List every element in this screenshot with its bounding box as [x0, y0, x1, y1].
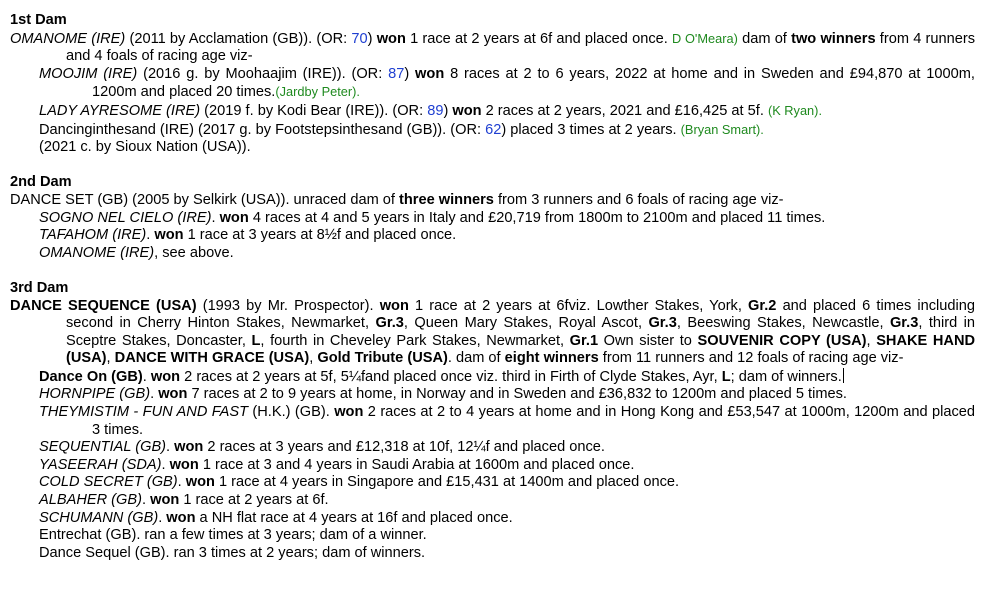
- horse-name: TAFAHOM (IRE): [39, 227, 147, 244]
- text: (2019 f. by Kodi Bear (IRE)). (OR:: [200, 102, 428, 119]
- dam-entry: [10, 298, 975, 368]
- won-label: won: [150, 492, 180, 509]
- horse-name: MOOJIM (IRE): [39, 65, 138, 82]
- won-label: won: [158, 386, 188, 403]
- text: ) placed 3 times at 2 years.: [501, 121, 681, 138]
- progeny-entry: [10, 457, 975, 475]
- progeny-entry: [10, 210, 975, 228]
- horse-name: THEYMISTIM - FUN AND FAST: [39, 404, 248, 421]
- text: Own sister to: [598, 332, 698, 349]
- text: from 4 runners and 4 foals of racing age viz-: [66, 30, 975, 65]
- text: , Beeswing Stakes, Newcastle,: [676, 315, 890, 332]
- text: .: [211, 209, 220, 226]
- text: 1 race at 4 years in Singapore and £15,431 at 1400m and placed once.: [214, 474, 680, 491]
- progeny-entry: [10, 245, 975, 263]
- sibling-name: DANCE WITH GRACE (USA): [114, 350, 310, 367]
- text: 7 races at 2 to 9 years at home, in Norway and in Sweden and £36,832 to 1200m and placed 5 times.: [187, 386, 847, 403]
- text: (2011 by Acclamation (GB)). (OR:: [125, 30, 352, 47]
- text: ,: [866, 332, 877, 349]
- won-label: won: [452, 102, 482, 119]
- progeny-entry: [10, 474, 975, 492]
- won-label: won: [379, 297, 409, 314]
- winner-count: eight winners: [504, 350, 599, 367]
- horse-name: Dance On (GB): [39, 368, 143, 385]
- text: 2 races at 3 years and £12,318 at 10f, 12¼f and placed once.: [203, 439, 605, 456]
- official-rating: 70: [351, 30, 368, 47]
- progeny-entry: [10, 139, 975, 157]
- horse-name: OMANOME (IRE): [39, 244, 155, 261]
- text: dam of: [737, 30, 792, 47]
- section-heading: 3rd Dam: [10, 279, 69, 296]
- progeny-entry: [10, 404, 975, 439]
- progeny-entry: [10, 368, 975, 387]
- progeny-entry: [10, 510, 975, 528]
- text-cursor: [843, 368, 844, 383]
- text: 8 races at 2 to 6 years, 2022 at home and in Sweden and £94,870 at 1000m, 1200m and placed 20 times.: [92, 65, 975, 101]
- won-label: won: [150, 368, 181, 385]
- progeny-entry: [10, 527, 975, 545]
- group-grade: Gr.1: [569, 332, 599, 349]
- group-grade: Gr.2: [748, 297, 777, 314]
- text: ): [404, 65, 416, 82]
- progeny-entry: [10, 102, 975, 121]
- listed-grade: L: [721, 368, 731, 385]
- first-dam-section: [10, 12, 975, 157]
- official-rating: 87: [388, 65, 405, 82]
- text: 1 race at 2 years at 6f.: [179, 492, 329, 509]
- text: .: [142, 368, 151, 385]
- third-dam-section: [10, 280, 975, 563]
- text: 4 races at 4 and 5 years in Italy and £20,719 from 1800m to 2100m and placed 11 times.: [248, 209, 826, 226]
- horse-name: SEQUENTIAL (GB): [39, 439, 167, 456]
- text: 1 race at 3 years at 8½f and placed once.: [183, 227, 457, 244]
- text: a NH flat race at 4 years at 16f and placed once.: [195, 509, 513, 526]
- horse-name: HORNPIPE (GB): [39, 386, 151, 403]
- text: (2021 c. by Sioux Nation (USA)).: [39, 139, 251, 156]
- progeny-entry: [10, 439, 975, 457]
- text: .: [146, 227, 155, 244]
- text: , see above.: [154, 244, 234, 261]
- won-label: won: [174, 439, 204, 456]
- text: ; dam of winners.: [730, 368, 842, 385]
- horse-name: OMANOME (IRE): [10, 30, 126, 47]
- progeny-entry: [10, 492, 975, 510]
- horse-name: COLD SECRET (GB): [39, 474, 178, 491]
- text: 2 races at 2 to 4 years at home and in Hong Kong and £53,547 at 1000m, 1200m and placed 3 times.: [92, 404, 975, 438]
- progeny-entry: [10, 227, 975, 245]
- progeny-entry: [10, 121, 975, 140]
- text: Dancinginthesand (IRE) (2017 g. by Footstepsinthesand (GB)). (OR:: [39, 121, 486, 138]
- text: .: [161, 456, 170, 473]
- second-dam-section: [10, 174, 975, 262]
- progeny-entry: [10, 386, 975, 404]
- winner-count: two: [791, 30, 817, 47]
- text: and placed 6 times including second in Cherry Hinton Stakes, Newmarket,: [66, 297, 976, 332]
- text: , fourth in Cheveley Park Stakes, Newmarket,: [260, 332, 570, 349]
- text: (1993 by Mr. Prospector).: [196, 297, 380, 314]
- text: . dam of: [447, 350, 505, 367]
- text: ,: [309, 350, 318, 367]
- text: , Queen Mary Stakes, Royal Ascot,: [403, 315, 649, 332]
- sibling-name: SHAKE HAND (USA): [66, 332, 976, 367]
- horse-name: SOGNO NEL CIELO (IRE): [39, 209, 212, 226]
- progeny-entry: [10, 545, 975, 563]
- won-label: won: [415, 65, 445, 82]
- section-heading: 2nd Dam: [10, 174, 72, 191]
- text: ): [367, 30, 377, 47]
- horse-name: YASEERAH (SDA): [39, 456, 162, 473]
- sibling-name: Gold Tribute (USA): [317, 350, 448, 367]
- dam-entry: [10, 30, 975, 66]
- text: Entrechat (GB). ran a few times at 3 years; dam of a winner.: [39, 527, 427, 544]
- trainer-name: D O'Meara): [672, 30, 738, 46]
- won-label: won: [154, 227, 184, 244]
- dam-entry: [10, 192, 975, 210]
- text: .: [177, 474, 186, 491]
- horse-name: ALBAHER (GB): [39, 492, 142, 509]
- won-label: won: [185, 474, 215, 491]
- text: (2016 g. by Moohaajim (IRE)). (OR:: [137, 65, 389, 82]
- text: ,: [106, 350, 115, 367]
- official-rating: 62: [485, 121, 502, 138]
- horse-name: DANCE SEQUENCE (USA): [10, 297, 197, 314]
- section-heading: 1st Dam: [10, 12, 67, 28]
- text: Dance Sequel (GB). ran 3 times at 2 years; dam of winners.: [39, 544, 426, 561]
- trainer-name: (Bryan Smart).: [680, 121, 764, 137]
- text: DANCE SET (GB) (2005 by Selkirk (USA)). unraced dam of: [10, 191, 400, 208]
- group-grade: Gr.3: [889, 315, 919, 332]
- horse-name: SCHUMANN (GB): [39, 509, 159, 526]
- trainer-name: (Jardby Peter).: [275, 84, 360, 100]
- won-label: won: [219, 209, 249, 226]
- text: .: [142, 492, 151, 509]
- trainer-name: (K Ryan).: [767, 102, 822, 118]
- text: .: [166, 439, 175, 456]
- won-label: won: [334, 404, 364, 421]
- text: 1 race at 3 and 4 years in Saudi Arabia at 1600m and placed once.: [198, 456, 635, 473]
- official-rating: 89: [427, 102, 444, 119]
- listed-grade: L: [251, 332, 261, 349]
- text: from 3 runners and 6 foals of racing age viz-: [493, 191, 784, 208]
- group-grade: Gr.3: [648, 315, 677, 332]
- winners-label: winners: [820, 30, 876, 47]
- sibling-name: SOUVENIR COPY (USA): [697, 332, 867, 349]
- text: 2 races at 2 years at 5f, 5¼fand placed once viz. third in Firth of Clyde Stakes, Ayr,: [180, 368, 722, 385]
- won-label: won: [166, 509, 196, 526]
- won-label: won: [376, 30, 406, 47]
- progeny-entry: [10, 66, 975, 102]
- text: , third in Sceptre Stakes, Doncaster,: [66, 315, 975, 349]
- text: .: [158, 509, 167, 526]
- text: from 11 runners and 12 foals of racing age viz-: [598, 350, 904, 367]
- text: 1 race at 2 years at 6fviz. Lowther Stakes, York,: [408, 297, 749, 314]
- horse-name: LADY AYRESOME (IRE): [39, 102, 201, 119]
- text: .: [150, 386, 159, 403]
- text: (H.K.) (GB).: [247, 404, 335, 421]
- text: 1 race at 2 years at 6f and placed once.: [405, 30, 672, 47]
- won-label: won: [169, 456, 199, 473]
- text: 2 races at 2 years, 2021 and £16,425 at 5f.: [481, 102, 768, 119]
- group-grade: Gr.3: [375, 315, 404, 332]
- text: ): [443, 102, 453, 119]
- winner-count: three winners: [399, 191, 494, 208]
